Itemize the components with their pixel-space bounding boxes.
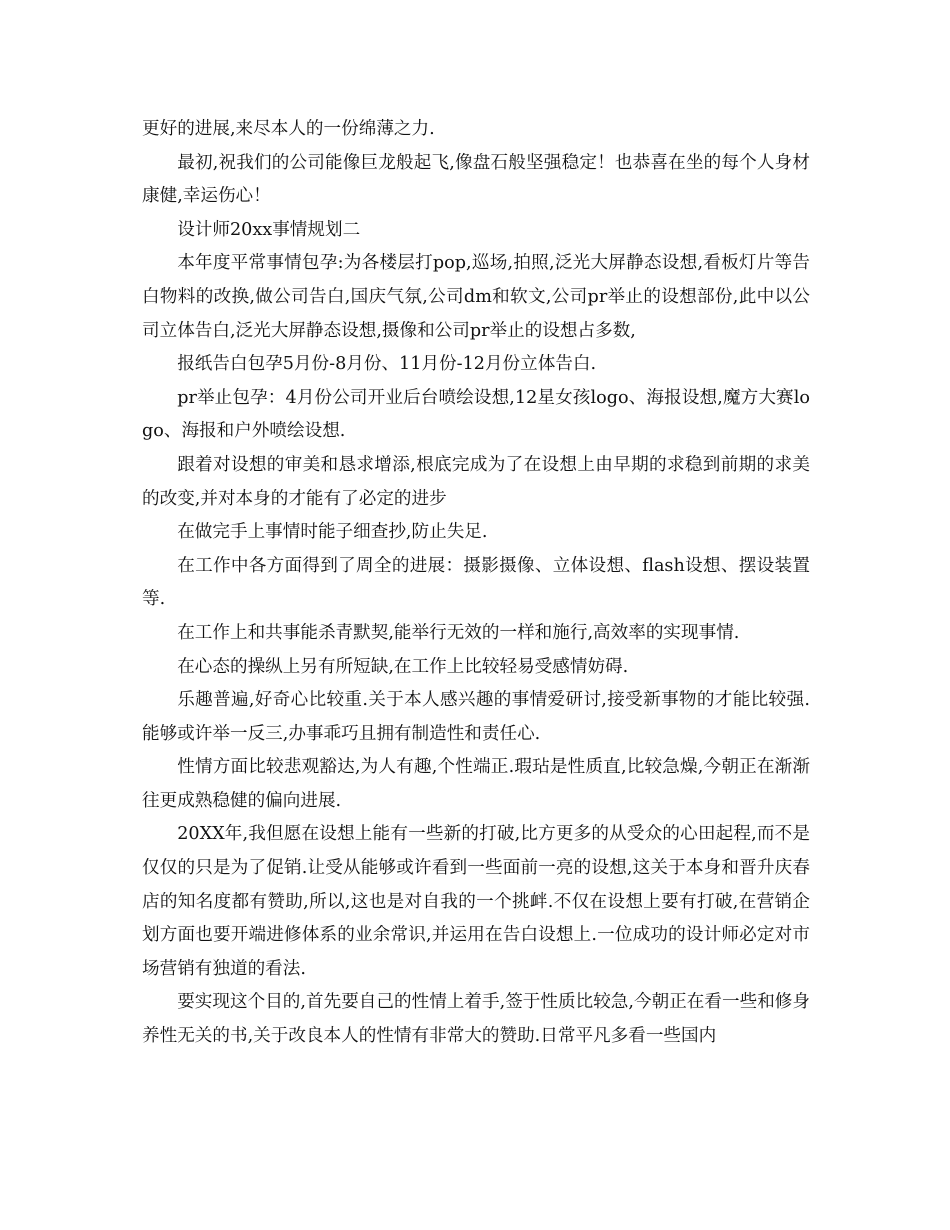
paragraph-personality: 性情方面比较悲观豁达,为人有趣,个性端正.瑕玷是性质直,比较急燥,今朝正在渐渐往更成熟稳健的偏向进展.: [142, 757, 810, 811]
paragraph-skills-progress: 在工作中各方面得到了周全的进展：摄影摄像、立体设想、flash设想、摆设装置等.: [142, 555, 810, 610]
paragraph-mindset: 在心态的操纵上另有所短缺,在工作上比较轻易受感情妨碍.: [177, 656, 629, 677]
section-heading: 设计师20xx事情规划二: [177, 219, 361, 240]
paragraph-newspaper-ads: 报纸告白包孕5月份-8月份、11月份-12月份立体告白.: [177, 354, 597, 375]
paragraph-next-year-goals: 20XX年,我但愿在设想上能有一些新的打破,比方更多的从受众的心田起程,而不是仅仅的只是为了促销.让受从能够或许看到一些面前一亮的设想,这关于本身和晋升庆春店的知名度都有赞助,所以,这也是对自我的一个挑衅.不仅在设想上要有打破,在营销企划方面也要开端进修体系的业余常识,并运用在告白设想上.一位成功的设计师必定对市场营销有独道的看法.: [142, 824, 810, 979]
paragraph-teamwork: 在工作上和共事能杀青默契,能举行无效的一样和施行,高效率的实现事情.: [177, 622, 740, 643]
paragraph-daily-work: 本年度平常事情包孕:为各楼层打pop,巡场,拍照,泛光大屏静态设想,看板灯片等告白物料的改换,做公司告白,国庆气氛,公司dm和软文,公司pr举止的设想部份,此中以公司立体告白,泛光大屏静态设想,摄像和公司pr举止的设想占多数,: [142, 253, 810, 341]
paragraph-continuation: 更好的进展,来尽本人的一份绵薄之力.: [142, 119, 435, 139]
paragraph-pr-activities: pr举止包孕：4月份公司开业后台喷绘设想,12星女孩logo、海报设想,魔方大赛logo、海报和户外喷绘设想.: [142, 387, 810, 442]
paragraph-aesthetic-progress: 跟着对设想的审美和恳求增添,根底完成为了在设想上由早期的求稳到前期的求美的改变,并对本身的才能有了必定的进步: [142, 454, 810, 509]
paragraph-interests: 乐趣普遍,好奇心比较重.关于本人感兴趣的事情爱研讨,接受新事物的才能比较强.能够或许举一反三,办事乖巧且拥有制造性和责任心.: [142, 690, 810, 744]
paragraph-careful-check: 在做完手上事情时能子细查抄,防止失足.: [177, 522, 488, 543]
paragraph-closing-wishes: 最初,祝我们的公司能像巨龙般起飞,像盘石般坚强稳定！也恭喜在坐的每个人身材康健,幸运伤心！: [142, 152, 810, 207]
paragraph-plan: 要实现这个目的,首先要自己的性情上着手,签于性质比较急,今朝正在看一些和修身养性无关的书,关于改良本人的性情有非常大的赞助.日常平凡多看一些国内: [142, 992, 810, 1047]
